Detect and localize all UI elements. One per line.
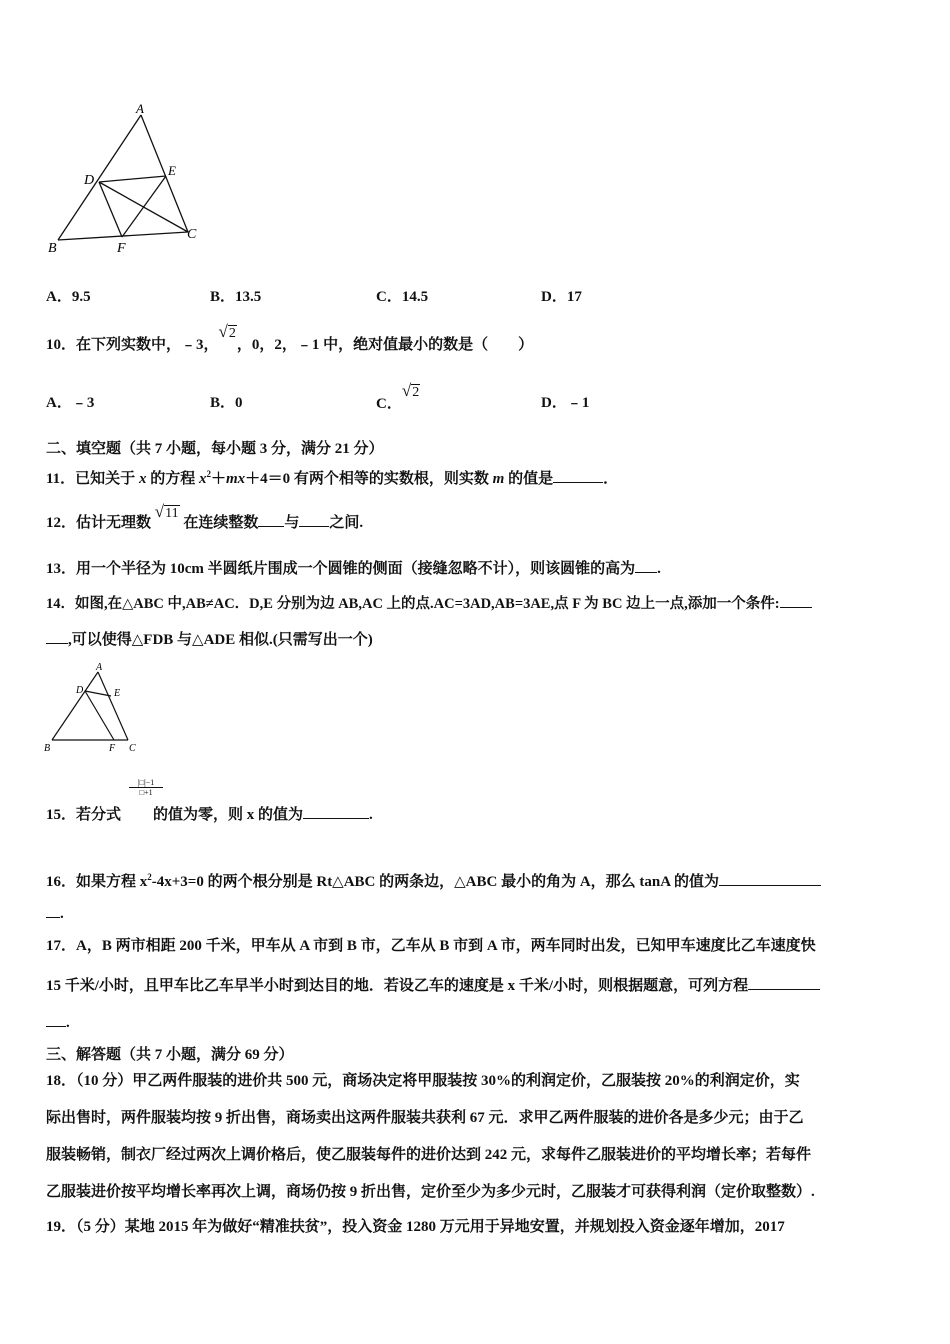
q11-text-3: ＋ bbox=[210, 471, 226, 487]
q10-option-a: A．﹣3 bbox=[46, 395, 95, 411]
q12-text-1: 12．估计无理数 bbox=[46, 515, 155, 531]
question-16-line-2 bbox=[46, 903, 64, 924]
q12-text-2: 在连续整数 bbox=[179, 515, 259, 531]
segment-ab bbox=[58, 115, 141, 240]
q10-option-c-label: C． bbox=[376, 396, 402, 412]
q14-blank-start[interactable] bbox=[780, 593, 812, 608]
question-18-line-3: 服装畅销，制衣厂经过两次上调价格后，使乙服装每件的进价达到 242 元，求每件乙服装进价的平均增长率；若每件 bbox=[46, 1147, 812, 1163]
q12-sqrt: √11 bbox=[154, 502, 179, 521]
q10-option-c bbox=[376, 381, 420, 415]
question-10 bbox=[46, 322, 534, 356]
q9-option-c: C．14.5 bbox=[376, 289, 429, 305]
q11-text-4: ＋4＝0 有两个相等的实数根，则实数 bbox=[245, 471, 493, 487]
q11-text-2: 的方程 bbox=[146, 471, 199, 487]
segment-df bbox=[99, 182, 122, 237]
label-a: A bbox=[96, 662, 103, 673]
label-e: E bbox=[168, 163, 176, 178]
label-a: A bbox=[136, 101, 144, 116]
q15-fraction-numerator: |□|−1 bbox=[129, 778, 163, 788]
q13-text: 13．用一个半径为 10cm 半圆纸片围成一个圆锥的侧面（接缝忽略不计），则该圆锥的高为 bbox=[46, 561, 636, 577]
q16-blank-start[interactable] bbox=[719, 871, 821, 886]
question-14-line-1 bbox=[46, 593, 812, 614]
q16-end: . bbox=[60, 906, 64, 922]
q14-triangle-figure bbox=[44, 660, 144, 756]
q12-text-4: 之间. bbox=[329, 515, 364, 531]
label-d: D bbox=[76, 685, 84, 696]
q17-blank-start[interactable] bbox=[748, 975, 820, 990]
question-17-line-3 bbox=[46, 1012, 70, 1033]
q13-answer-blank[interactable] bbox=[635, 558, 657, 573]
section-2-title: 二、填空题（共 7 小题，每小题 3 分，满分 21 分） bbox=[46, 441, 384, 457]
q10-sqrt-radicand: 2 bbox=[228, 326, 236, 341]
q11-text-1: 11．已知关于 bbox=[46, 471, 139, 487]
question-16-line-1 bbox=[46, 867, 821, 892]
q10-option-b: B．0 bbox=[210, 395, 243, 411]
question-18-line-2: 际出售时，两件服装均按 9 折出售，商场卖出这两件服装共获利 67 元．求甲乙两件服装的进价各是多少元；由于乙 bbox=[46, 1110, 804, 1126]
segment-ac bbox=[141, 115, 188, 232]
q16-blank-end[interactable] bbox=[46, 903, 60, 918]
q16-text-2: -4x+3=0 的两个根分别是 Rt△ABC 的两条边，△ABC 最小的角为 A，那么 tanA 的值为 bbox=[151, 874, 720, 890]
question-11 bbox=[46, 464, 618, 489]
q15-text-2: 的值为零，则 x 的值为 bbox=[153, 807, 304, 823]
q10-prefix: 10．在下列实数中，﹣3， bbox=[46, 337, 219, 353]
q11-var-x2: x bbox=[198, 471, 207, 487]
q12-blank-1[interactable] bbox=[258, 512, 284, 527]
q10-option-d: D．﹣1 bbox=[541, 395, 590, 411]
question-18-line-4: 乙服装进价按平均增长率再次上调，商场仍按 9 折出售，定价至少为多少元时，乙服装才可获得利润（定价取整数）. bbox=[46, 1184, 815, 1200]
q11-sup: 2 bbox=[206, 469, 211, 479]
segment-ac bbox=[98, 672, 128, 740]
label-c: C bbox=[129, 743, 136, 754]
label-e: E bbox=[114, 688, 121, 699]
question-17-line-2 bbox=[46, 975, 820, 996]
label-b: B bbox=[44, 743, 51, 754]
q11-text-6: ． bbox=[603, 471, 619, 487]
q14-line-1-text: 14．如图,在△ABC 中,AB≠AC．D,E 分别为边 AB,AC 上的点.AC=3AD,AB=3AE,点 F 为 BC 边上一点,添加一个条件: bbox=[46, 596, 780, 612]
q15-text-1: 15．若分式 bbox=[46, 807, 122, 823]
q9-option-d: D．17 bbox=[541, 289, 582, 305]
q12-sqrt-radicand: 11 bbox=[165, 506, 179, 521]
q11-var-mx: mx bbox=[225, 471, 246, 487]
question-12 bbox=[46, 502, 364, 534]
q17-end: . bbox=[66, 1015, 70, 1031]
label-d: D bbox=[84, 173, 95, 188]
question-14-line-2 bbox=[46, 629, 373, 650]
segment-ab bbox=[52, 672, 98, 740]
q14-line-2-text: ,可以使得△FDB 与△ADE 相似.(只需写出一个) bbox=[68, 632, 373, 648]
question-13 bbox=[46, 558, 661, 579]
q12-text-3: 与 bbox=[284, 515, 300, 531]
q16-text-1: 16．如果方程 x bbox=[46, 874, 148, 890]
q15-fraction bbox=[129, 778, 163, 797]
q15-answer-blank[interactable] bbox=[303, 804, 369, 819]
q11-var-x: x bbox=[138, 471, 147, 487]
q10-sqrt: √2 bbox=[218, 322, 236, 341]
label-f: F bbox=[117, 241, 126, 256]
q11-var-m: m bbox=[492, 471, 505, 487]
label-c: C bbox=[187, 227, 197, 242]
q17-blank-end[interactable] bbox=[46, 1012, 66, 1027]
q12-blank-2[interactable] bbox=[299, 512, 329, 527]
q9-option-a: A．9.5 bbox=[46, 289, 91, 305]
q10-option-c-sqrt: √2 bbox=[401, 381, 420, 400]
segment-ef bbox=[122, 176, 166, 237]
question-15 bbox=[46, 804, 373, 825]
question-19-line-1: 19．（5 分）某地 2015 年为做好“精准扶贫”，投入资金 1280 万元用于异地安置，并规划投入资金逐年增加，2017 bbox=[46, 1219, 785, 1235]
segment-de bbox=[99, 176, 166, 182]
q11-answer-blank[interactable] bbox=[553, 468, 603, 483]
q16-sup: 2 bbox=[147, 872, 152, 882]
q9-triangle-figure bbox=[44, 100, 214, 260]
q15-end: . bbox=[369, 807, 373, 823]
q14-blank-end[interactable] bbox=[46, 629, 68, 644]
label-b: B bbox=[48, 241, 57, 256]
q10-option-c-radicand: 2 bbox=[412, 385, 420, 400]
label-f: F bbox=[109, 743, 116, 754]
section-3-title: 三、解答题（共 7 小题，满分 69 分） bbox=[46, 1047, 294, 1063]
q10-suffix: ，0，2，﹣1 中，绝对值最小的数是（ ） bbox=[236, 337, 534, 353]
q13-end: . bbox=[657, 561, 661, 577]
question-18-line-1: 18．（10 分）甲乙两件服装的进价共 500 元，商场决定将甲服装按 30%的利润定价，乙服装按 20%的利润定价，实 bbox=[46, 1073, 800, 1089]
q15-fraction-denominator: □+1 bbox=[139, 788, 153, 797]
q17-text-2: 15 千米/小时，且甲车比乙车早半小时到达目的地．若设乙车的速度是 x 千米/小时，则根据题意，可列方程 bbox=[46, 978, 749, 994]
question-17-line-1: 17．A，B 两市相距 200 千米，甲车从 A 市到 B 市，乙车从 B 市到 A 市，两车同时出发，已知甲车速度比乙车速度快 bbox=[46, 938, 816, 954]
q9-option-b: B．13.5 bbox=[210, 289, 262, 305]
q11-text-5: 的值是 bbox=[504, 471, 554, 487]
